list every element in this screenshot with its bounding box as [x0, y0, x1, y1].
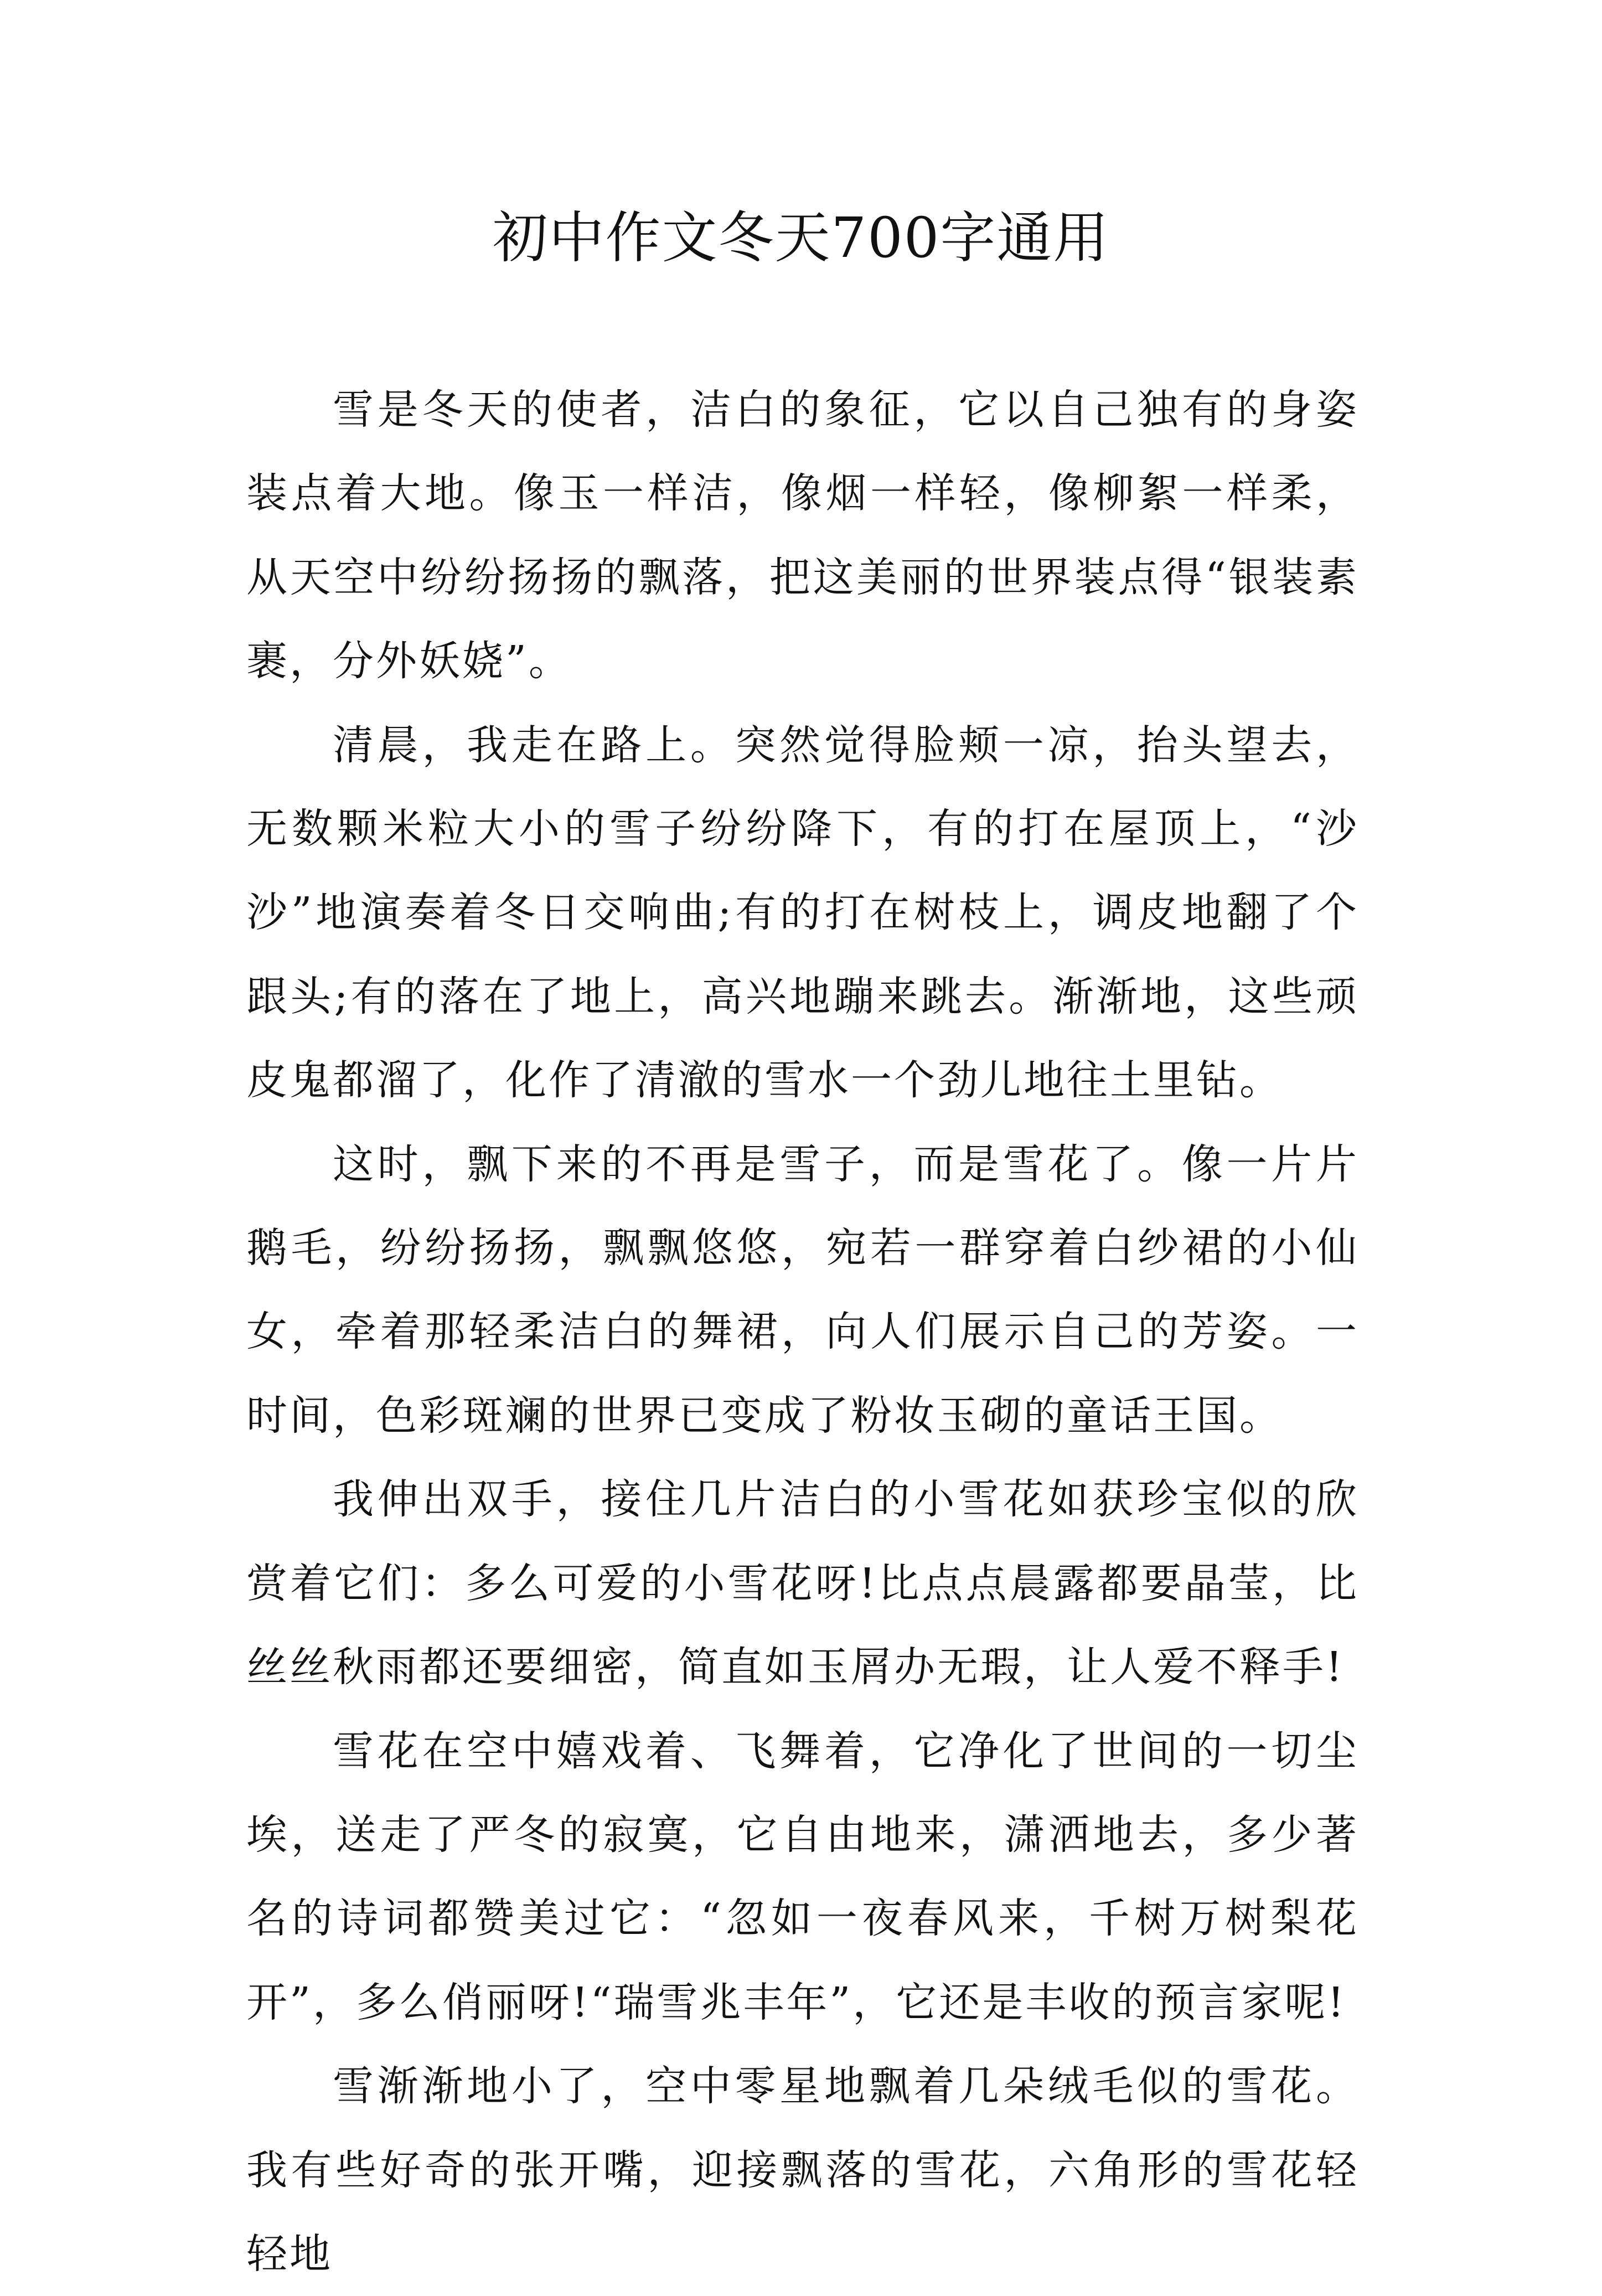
paragraph: 清晨，我走在路上。突然觉得脸颊一凉，抬头望去，无数颗米粒大小的雪子纷纷降下，有的打在屋顶上，“沙沙”地演奏着冬日交响曲;有的打在树枝上，调皮地翻了个跟头;有的落在了地上，高兴地蹦来跳去。渐渐地，这些顽皮鬼都溜了，化作了清澈的雪水一个劲儿地往土里钻。: [246, 721, 1359, 1105]
paragraph: 我伸出双手，接住几片洁白的小雪花如获珍宝似的欣赏着它们：多么可爱的小雪花呀!比点点晨露都要晶莹，比丝丝秋雨都还要细密，简直如玉屑办无瑕，让人爱不释手!: [246, 1475, 1359, 1691]
paragraph: 雪渐渐地小了，空中零星地飘着几朵绒毛似的雪花。我有些好奇的张开嘴，迎接飘落的雪花，六角形的雪花轻轻地: [246, 2062, 1359, 2278]
document-title: 初中作文冬天700字通用: [492, 205, 1110, 270]
document-body: [246, 368, 1359, 2296]
paragraph: 雪花在空中嬉戏着、飞舞着，它净化了世间的一切尘埃，送走了严冬的寂寞，它自由地来，潇洒地去，多少著名的诗词都赞美过它：“忽如一夜春风来，千树万树梨花开”，多么俏丽呀!“瑞雪兆丰年”，它还是丰收的预言家呢!: [246, 1727, 1359, 2026]
paragraph: 这时，飘下来的不再是雪子，而是雪花了。像一片片鹅毛，纷纷扬扬，飘飘悠悠，宛若一群穿着白纱裙的小仙女，牵着那轻柔洁白的舞裙，向人们展示自己的芳姿。一时间，色彩斑斓的世界已变成了粉妆玉砌的童话王国。: [246, 1140, 1359, 1439]
paragraph: 雪是冬天的使者，洁白的象征，它以自己独有的身姿装点着大地。像玉一样洁，像烟一样轻，像柳絮一样柔，从天空中纷纷扬扬的飘落，把这美丽的世界装点得“银装素裹，分外妖娆”。: [246, 386, 1359, 685]
